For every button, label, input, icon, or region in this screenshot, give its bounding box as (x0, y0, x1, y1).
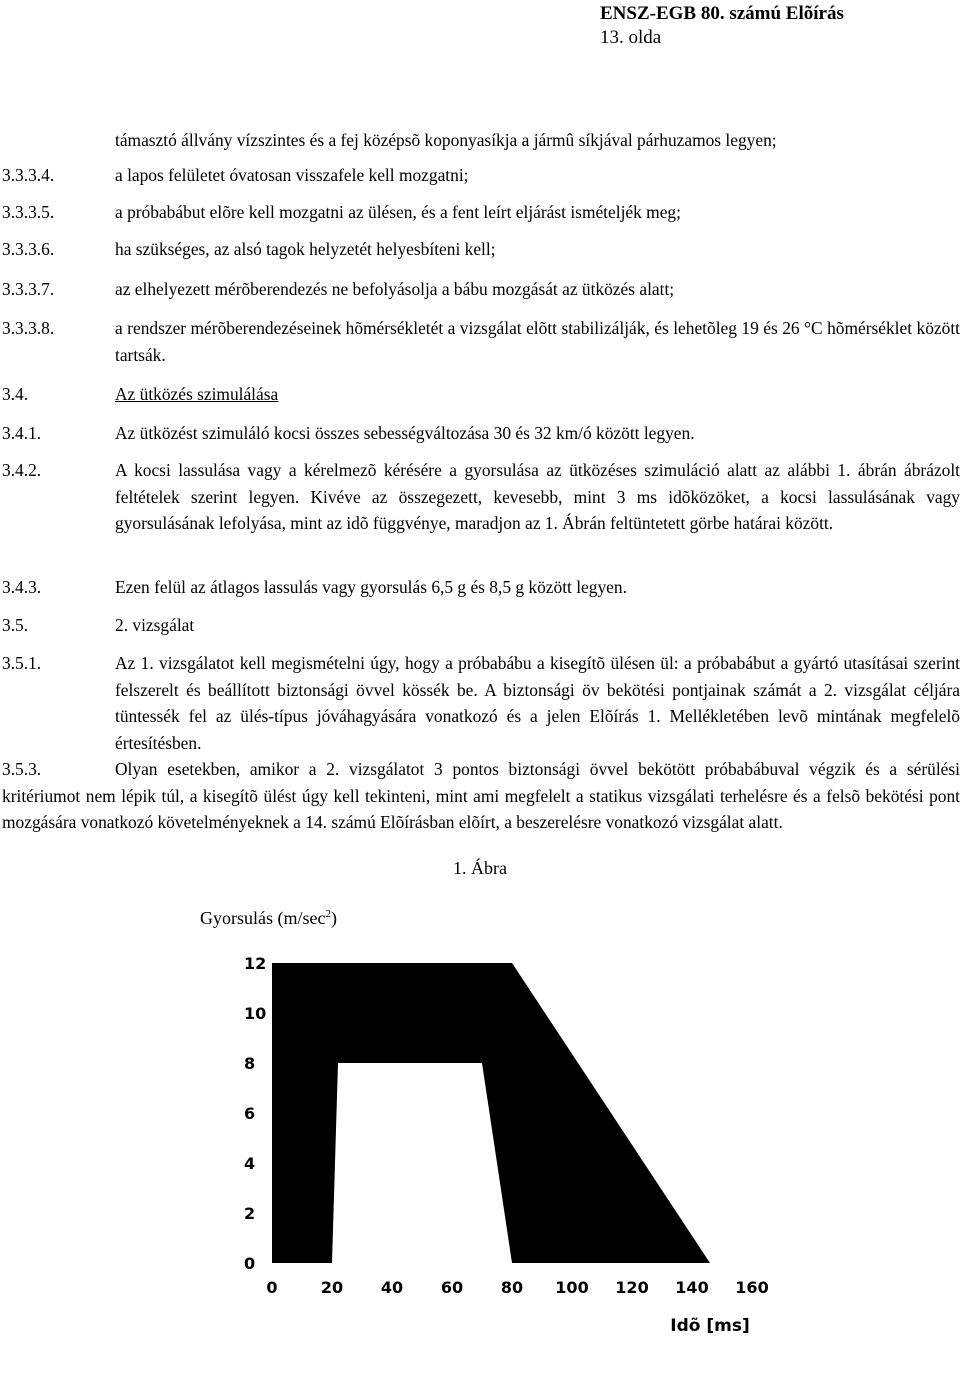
paragraph-number: 3.3.3.7. (2, 279, 55, 299)
x-tick-label: 160 (735, 1278, 769, 1297)
paragraph-text: a rendszer mérõberendezéseinek hõmérsékletét a vizsgálat elõtt stabilizálják, és lehetõleg 19 és 26 °C hõmérséklet között tartsák. (115, 318, 960, 365)
x-tick-label: 140 (675, 1278, 709, 1297)
y-tick-label: 8 (244, 1054, 256, 1073)
paragraph-text: az elhelyezett mérõberendezés ne befolyásolja a bábu mozgását az ütközés alatt; (115, 279, 675, 299)
x-tick-label: 0 (266, 1278, 278, 1297)
y-tick-label: 6 (244, 1104, 256, 1123)
x-axis-label: Idõ [ms] (670, 1316, 750, 1336)
y-axis-label-text: Gyorsulás (m/sec (200, 908, 326, 928)
acceleration-corridor-chart (180, 930, 820, 1370)
y-axis-label-close: ) (330, 908, 337, 928)
paragraph-number: 3.5.3. (2, 759, 42, 779)
y-axis-label (200, 908, 337, 929)
y-axis-label-exponent: 2 (325, 908, 331, 920)
y-tick-label: 2 (244, 1204, 256, 1223)
x-tick-label: 60 (440, 1278, 464, 1297)
paragraph-text: Olyan esetekben, amikor a 2. vizsgálatot 3 pontos biztonsági övvel bekötött próbabábuval végzik és a sérülési kritériumot nem lépik túl, a kisegítõ ülést úgy kell tekinteni, mint ami megfelelt a statikus vizsgálati terhelésre és a felsõ bekötési pont mozgására vonatkozó követelményeknek a 14. számú Elõírásban elõírt, a beszerelésre vonatkozó vizsgálat alatt. (2, 759, 960, 832)
y-tick-label: 4 (244, 1154, 256, 1173)
paragraph-number: 3.3.3.4. (2, 165, 55, 185)
lower-corridor-cutout (332, 1063, 512, 1263)
y-tick-label: 0 (244, 1254, 256, 1273)
paragraph-text: támasztó állvány vízszintes és a fej középsõ koponyasíkja a jármû síkjával párhuzamos legyen; (115, 130, 777, 150)
y-axis-ticks (244, 954, 266, 1273)
paragraph-text: a lapos felületet óvatosan visszafele kell mozgatni; (115, 165, 469, 185)
paragraph-number: 3.3.3.5. (2, 202, 55, 222)
page-header (600, 2, 930, 50)
regulation-title: ENSZ-EGB 80. számú Elõírás (600, 3, 844, 24)
section-heading: 2. vizsgálat (115, 615, 195, 635)
figure-caption-text: 1. Ábra (453, 858, 507, 878)
section-heading: Az ütközés szimulálása (115, 384, 279, 404)
paragraph-text: A kocsi lassulása vagy a kérelmezõ kérésére a gyorsulása az ütközéses szimuláció alatt az alábbi 1. ábrán ábrázolt feltételek szerint legyen. Kivéve az összegezett, kevesebb, mint 3 ms idõközöket, a kocsi lassulásának vagy gyorsulásának lefolyása, mint az idõ függvénye, maradjon az 1. Ábrán feltüntetett görbe határai között. (115, 460, 960, 533)
x-tick-label: 80 (500, 1278, 524, 1297)
paragraph-number: 3.4. (2, 384, 29, 404)
paragraph-number: 3.5.1. (2, 653, 42, 673)
x-tick-label: 120 (615, 1278, 649, 1297)
x-tick-label: 20 (320, 1278, 344, 1297)
figure-caption (0, 858, 960, 879)
page-number: 13. olda (600, 27, 662, 48)
paragraph-text: ha szükséges, az alsó tagok helyzetét helyesbíteni kell; (115, 239, 496, 259)
paragraph-text: Ezen felül az átlagos lassulás vagy gyorsulás 6,5 g és 8,5 g között legyen. (115, 577, 627, 597)
paragraph-text: Az 1. vizsgálatot kell megismételni úgy, hogy a próbabábu a kisegítõ ülésen ül: a próbabábut a gyártó utasításai szerint felszerelt és beállított biztonsági övvel kössék be. A biztonsági öv bekötési pontjainak számát a 2. vizsgálat céljára tüntessék fel az ülés-típus jóváhagyására vonatkozó és a jelen Elõírás 1. Mellékletében levõ mintának megfelelõ értesítésben. (115, 653, 960, 753)
paragraph-number: 3.3.3.8. (2, 318, 55, 338)
paragraph-text: Az ütközést szimuláló kocsi összes sebességváltozása 30 és 32 km/ó között legyen. (115, 423, 695, 443)
y-tick-label: 10 (244, 1004, 267, 1023)
paragraph-number: 3.5. (2, 615, 29, 635)
y-tick-label: 12 (244, 954, 267, 973)
paragraph-number: 3.4.3. (2, 577, 42, 597)
paragraph-number: 3.4.1. (2, 423, 42, 443)
paragraph-text: a próbabábut elõre kell mozgatni az ülésen, és a fent leírt eljárást ismételjék meg; (115, 202, 681, 222)
paragraph-number: 3.3.3.6. (2, 239, 55, 259)
x-tick-label: 100 (555, 1278, 589, 1297)
x-tick-label: 40 (380, 1278, 404, 1297)
paragraph-number: 3.4.2. (2, 460, 42, 480)
x-axis-ticks (266, 1278, 768, 1297)
plot-area (272, 963, 710, 1263)
